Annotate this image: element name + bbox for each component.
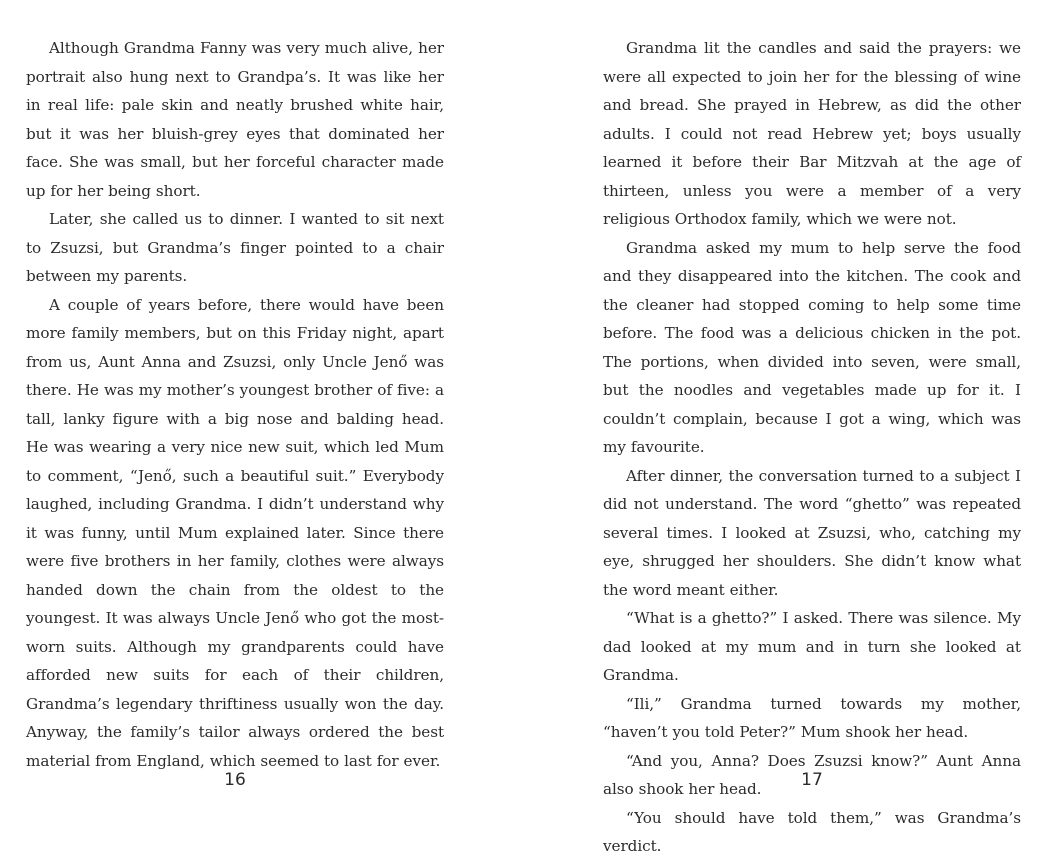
- paragraph: “Ili,” Grandma turned towards my mother, “haven’t you told Peter?” Mum shook her head.: [603, 694, 1021, 741]
- paragraph: “What is a ghetto?” I asked. There was silence. My dad looked at my mum and in turn she looked at Grandma.: [603, 609, 1021, 684]
- left-page: [26, 34, 444, 774]
- paragraph: Grandma asked my mum to help serve the food and they disappeared into the kitchen. The cook and the cleaner had stopped coming to help some time before. The food was a delicious chicken in the pot. The portions, when divided into seven, were small, but the noodles and vegetables made up for it. I couldn’t complain, because I got a wing, which was my favourite.: [603, 238, 1021, 456]
- paragraph: “And you, Anna? Does Zsuzsi know?” Aunt Anna also shook her head.: [603, 751, 1021, 798]
- paragraph: Later, she called us to dinner. I wanted to sit next to Zsuzsi, but Grandma’s finger pointed to a chair between my parents.: [26, 210, 444, 285]
- right-page-text: [603, 34, 1021, 861]
- paragraph: After dinner, the conversation turned to a subject I did not understand. The word “ghetto” was repeated several times. I looked at Zsuzsi, who, catching my eye, shrugged her shoulders. She didn’t know what the word meant either.: [603, 466, 1021, 599]
- page-number-left: 16: [224, 770, 246, 790]
- paragraph: Although Grandma Fanny was very much alive, her portrait also hung next to Grandpa’s. It was like her in real life: pale skin and neatly brushed white hair, but it was her bluish-grey eyes that dominated her face. She was small, but her forceful character made up for her being short.: [26, 39, 444, 200]
- left-page-text: [26, 34, 444, 775]
- paragraph: A couple of years before, there would have been more family members, but on this Friday night, apart from us, Aunt Anna and Zsuzsi, only Uncle Jenő was there. He was my mother’s youngest brother of five: a tall, lanky figure with a big nose and balding head. He was wearing a very nice new suit, which led Mum to comment, “Jenő, such a beautiful suit.” Everybody laughed, including Grandma. I didn’t understand why it was funny, until Mum explained later. Since there were five brothers in her family, clothes were always handed down the chain from the oldest to the youngest. It was always Uncle Jenő who got the most-worn suits. Although my grandparents could have afforded new suits for each of their children, Grandma’s legendary thriftiness usually won the day. Anyway, the family’s tailor always ordered the best material from England, which seemed to last for ever.: [26, 295, 444, 770]
- paragraph: “You should have told them,” was Grandma’s verdict.: [603, 808, 1021, 855]
- paragraph: Grandma lit the candles and said the prayers: we were all expected to join her for the blessing of wine and bread. She prayed in Hebrew, as did the other adults. I could not read Hebrew yet; boys usually learned it before their Bar Mitzvah at the age of thirteen, unless you were a member of a very religious Orthodox family, which we were not.: [603, 39, 1021, 228]
- page-number-right: 17: [801, 770, 823, 790]
